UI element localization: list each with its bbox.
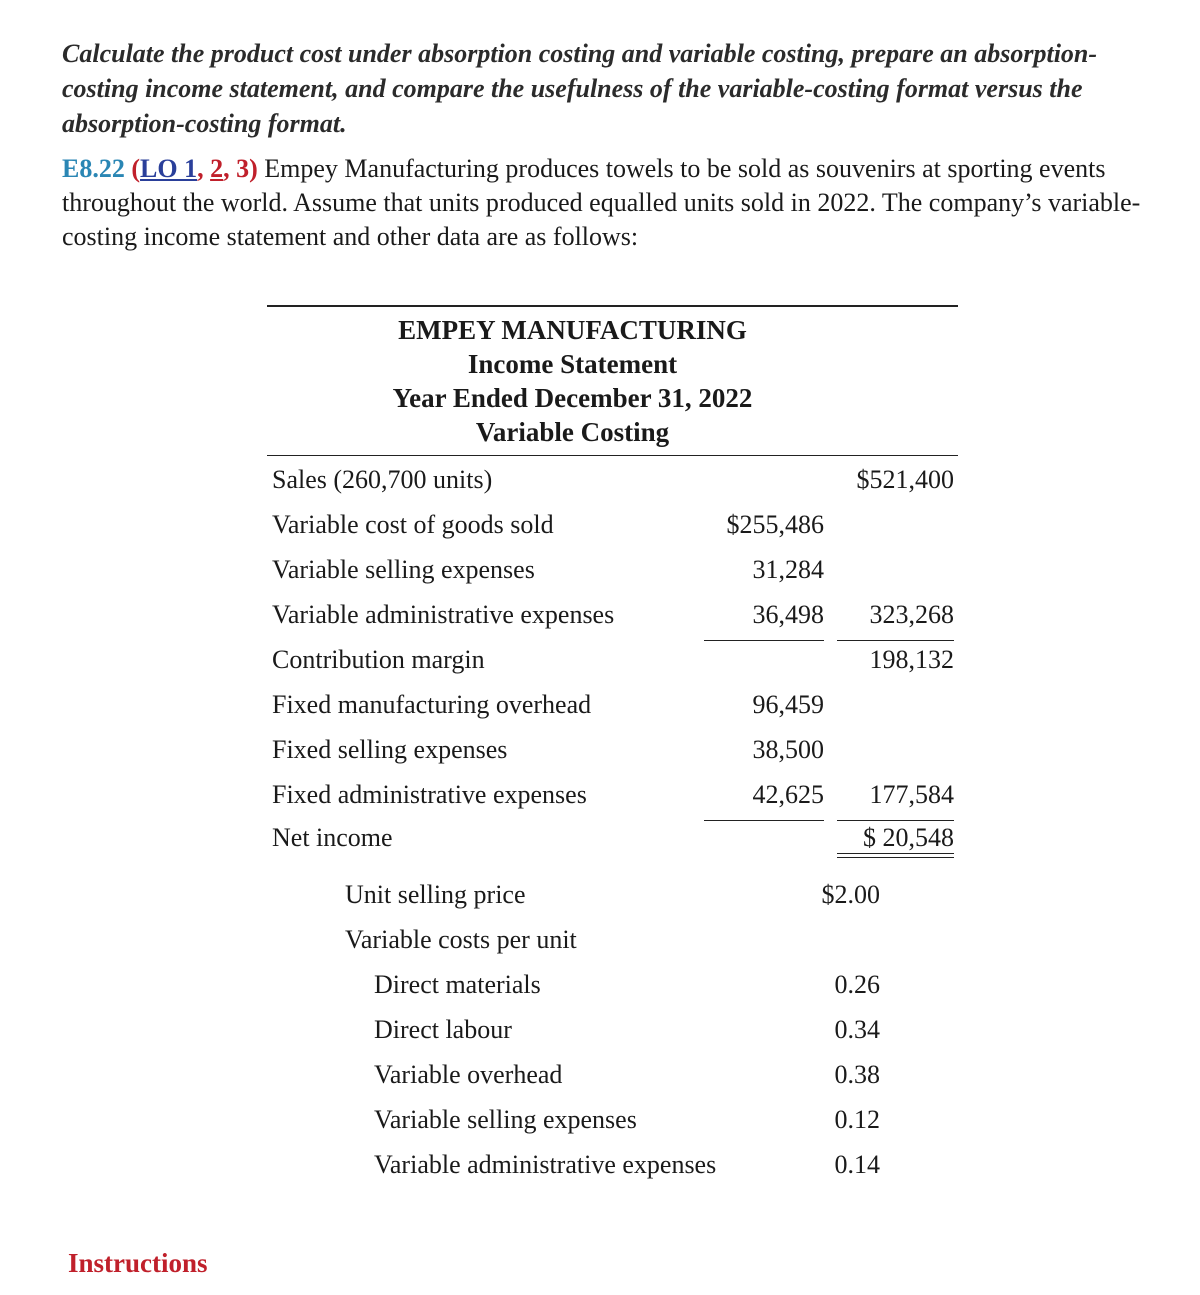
lo-ref-3: 3 [236, 154, 250, 183]
double-underline [837, 857, 954, 858]
row-amount-1: 31,284 [752, 555, 824, 584]
unit-row-label: Variable selling expenses [374, 1105, 637, 1134]
statement-row-fixed-selling [267, 735, 958, 771]
unit-row [345, 1060, 905, 1096]
lo-open-paren: ( [131, 154, 141, 183]
row-amount-1: 96,459 [752, 690, 824, 719]
instructions-heading[interactable]: Instructions [68, 1248, 208, 1278]
problem-text [62, 152, 1172, 254]
learning-objective: Calculate the product cost under absorption costing and variable costing, prepare an absorption-costing income statement, and compare the usefulness of the variable-costing format versus the absorption-costing format. [62, 39, 1098, 138]
exercise-number: E8.22 [62, 154, 125, 183]
unit-row [345, 1105, 905, 1141]
row-label: Variable administrative expenses [272, 600, 615, 629]
statement-title: Income Statement [467, 349, 678, 379]
row-amount-2: $ 20,548 [863, 823, 954, 852]
lo-link-1[interactable]: LO 1 [140, 154, 198, 183]
row-label: Sales (260,700 units) [272, 465, 493, 494]
row-amount-2: 323,268 [869, 600, 954, 629]
row-label: Variable selling expenses [272, 555, 535, 584]
unit-row-value: 0.38 [834, 1060, 880, 1089]
row-amount-1: $255,486 [726, 510, 824, 539]
row-amount-2: 198,132 [869, 645, 954, 674]
statement-row-contribution-margin [267, 645, 958, 681]
lo-close-paren: ) [249, 154, 258, 183]
row-label: Fixed selling expenses [272, 735, 508, 764]
statement-row-variable-cogs [267, 510, 958, 546]
problem-body: Empey Manufacturing produces towels to be sold as souvenirs at sporting events throughout the world. Assume that units produced equalled units sold in 2022. The company’s variable-costing income statement and other data are as follows: [62, 154, 1141, 251]
unit-row [345, 1015, 905, 1051]
statement-row-variable-admin [267, 600, 958, 636]
learning-objective-refs: (LO 1, 2, 3) [131, 154, 258, 183]
row-amount-1: 38,500 [752, 735, 824, 764]
unit-row-label: Variable administrative expenses [374, 1150, 717, 1179]
subtotal-rule [704, 820, 824, 821]
statement-row-sales [267, 465, 958, 501]
row-amount-1: 36,498 [752, 600, 824, 629]
unit-row-label: Variable costs per unit [345, 925, 577, 954]
row-label: Fixed administrative expenses [272, 780, 587, 809]
row-label: Variable cost of goods sold [272, 510, 554, 539]
unit-row-label: Unit selling price [345, 880, 526, 909]
statement-period: Year Ended December 31, 2022 [392, 383, 753, 413]
double-underline [837, 853, 954, 854]
subtotal-rule [837, 820, 954, 821]
subtotal-rule [837, 640, 954, 641]
unit-row-value: 0.34 [834, 1015, 880, 1044]
unit-row-label: Direct materials [374, 970, 541, 999]
statement-row-fixed-admin [267, 780, 958, 816]
top-rule [267, 305, 958, 307]
unit-row-label: Variable overhead [374, 1060, 563, 1089]
unit-row-value: 0.12 [834, 1105, 880, 1134]
unit-row [345, 880, 905, 916]
unit-row [345, 1150, 905, 1186]
row-amount-2: 177,584 [869, 780, 954, 809]
heading-rule [267, 455, 958, 456]
row-amount-2: $521,400 [856, 465, 954, 494]
statement-row-fixed-mfg-overhead [267, 690, 958, 726]
unit-row [345, 970, 905, 1006]
statement-row-variable-selling [267, 555, 958, 591]
subtotal-rule [704, 640, 824, 641]
row-label: Contribution margin [272, 645, 485, 674]
row-label: Fixed manufacturing overhead [272, 690, 592, 719]
unit-row-value: 0.26 [834, 970, 880, 999]
unit-row-label: Direct labour [374, 1015, 512, 1044]
unit-row-value: $2.00 [821, 880, 880, 909]
row-amount-1: 42,625 [752, 780, 824, 809]
row-label: Net income [272, 823, 393, 852]
unit-row-value: 0.14 [834, 1150, 880, 1179]
unit-row [345, 925, 905, 961]
lo-link-2[interactable]: 2 [210, 154, 224, 183]
company-name: EMPEY MANUFACTURING [398, 315, 747, 345]
statement-method: Variable Costing [475, 417, 670, 447]
